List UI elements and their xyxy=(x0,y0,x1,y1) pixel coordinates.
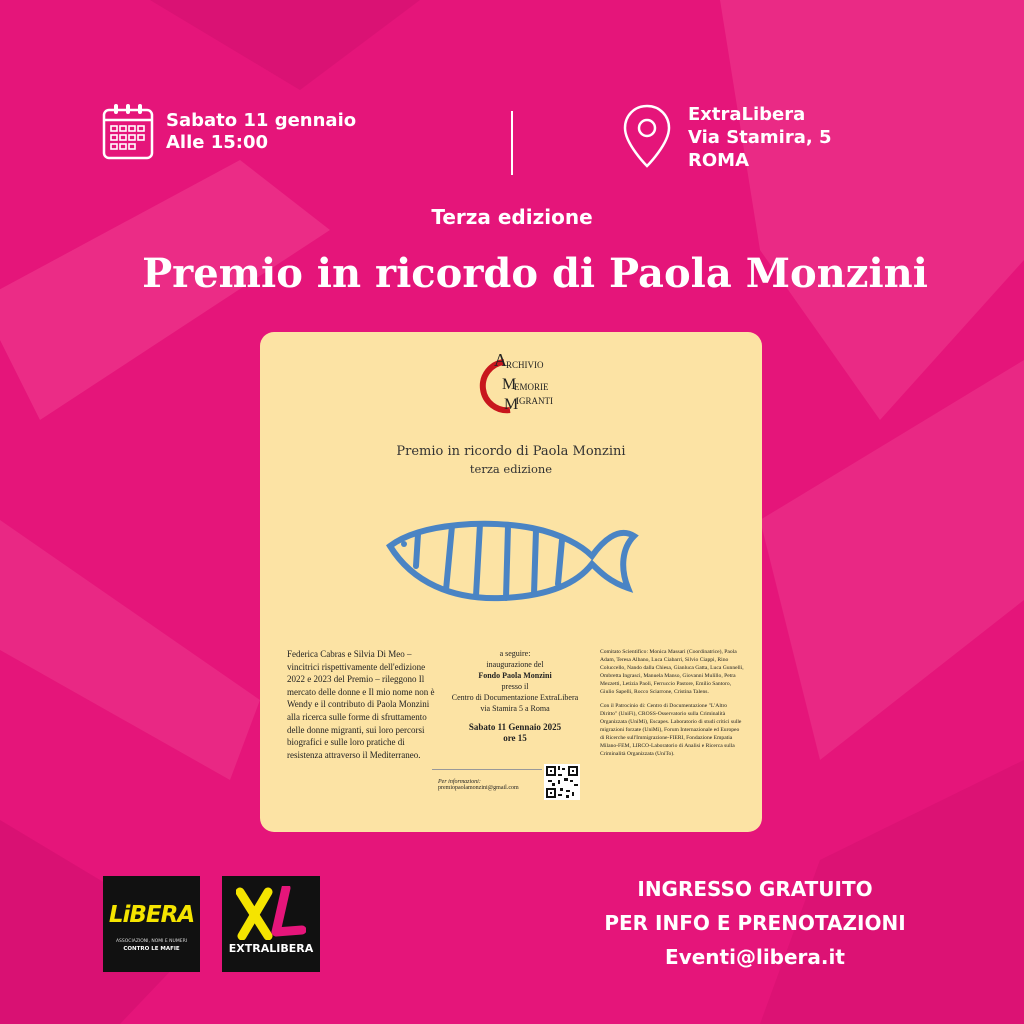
location-pin-icon xyxy=(623,104,671,168)
qr-code xyxy=(544,764,580,800)
libera-logo-word: LiBERA xyxy=(108,902,195,928)
libera-logo-tagline: ASSOCIAZIONI, NOMI E NUMERI xyxy=(115,939,188,944)
svg-text:A: A xyxy=(494,352,507,370)
extralibera-logo xyxy=(222,876,320,972)
libera-logo xyxy=(103,876,200,972)
fish-illustration xyxy=(382,512,642,612)
svg-text:M: M xyxy=(504,396,519,413)
main-title: Premio in ricordo di Paola Monzini xyxy=(142,250,928,297)
calendar-icon xyxy=(102,102,154,160)
event-venue xyxy=(688,103,832,172)
contact-email: premiopaolamonzini@gmail.com xyxy=(438,785,519,791)
program-fund-name: Fondo Paola Monzini xyxy=(478,671,552,680)
booking-info: PER INFO E PRENOTAZIONI xyxy=(604,911,906,935)
logo-line-archivio: RCHIVIO xyxy=(506,360,544,370)
poster-contact xyxy=(438,779,548,791)
event-date xyxy=(166,110,356,154)
poster-description: Federica Cabras e Silvia Di Meo – vincitrici rispettivamente dell'edizione 2022 e 2023 del Premio – rileggono Il mercato delle donne e Il mio nome non è Wendy e il contributo di Paola Monzini alla ricerca sulle forme di sfruttamento delle donne migranti, sui loro percorsi biografici e sulle loro pratiche di resistenza attraverso il Mediterraneo. xyxy=(287,649,435,760)
xl-monogram xyxy=(236,886,306,940)
event-date-day: Sabato 11 gennaio xyxy=(166,110,357,131)
program-line2: presso il xyxy=(501,682,529,691)
venue-street: Via Stamira, 5 xyxy=(688,127,832,148)
event-poster xyxy=(260,332,762,832)
poster-program xyxy=(430,648,600,744)
poster-subtitle: terza edizione xyxy=(469,462,553,476)
free-entry: INGRESSO GRATUITO xyxy=(637,877,873,901)
scientific-committee: Comitato Scientifico: Monica Massari (Coordinatrice), Paola Adam, Teresa Albano, Luca Ciabarri, Silvio Ciappi, Rino Coluccello, Nando dalla Chiesa, Gianluca Gatta, Luca Gunnelli, Ombretta Ingrascì, Manuela Manso, Giovanni Mulillo, Petra Mezzetti, Letizia Paoli, Ferruccio Pastore, Emilio Santoro, Giulio Sapelli, Rocco Sciarrone, Cristina Talens. xyxy=(600,649,744,695)
logo-line-migranti: IGRANTI xyxy=(516,396,553,406)
poster-credits xyxy=(600,648,745,758)
poster-title: Premio in ricordo di Paola Monzini xyxy=(396,444,626,459)
venue-name: ExtraLibera xyxy=(688,104,806,125)
program-intro: a seguire: xyxy=(499,649,531,658)
entry-info xyxy=(570,872,940,974)
contact-email-link[interactable]: Eventi@libera.it xyxy=(665,945,845,969)
edition-label: Terza edizione xyxy=(431,205,593,229)
svg-text:M: M xyxy=(502,376,517,393)
header-divider xyxy=(511,111,513,175)
extralibera-logo-word: EXTRALIBERA xyxy=(228,942,314,955)
program-line4: via Stamira 5 a Roma xyxy=(480,704,550,713)
patronage: Con il Patrocinio di: Centro di Documentazione "L'Altro Diritto" (UniFi), CROSS-Osservatorio sulla Criminalità Organizzata (UniMi), Escapes. Laboratorio di studi critici sulle migrazioni forzate (UniMi), Forum Internazionale ed Europeo di Ricerche sull'Immigrazione-FIERI, Fondazione Empatia Milano-FEM, LIRCO-Laboratorio di Analisi e Ricerca sulla Criminalità Organizzata (UniTo). xyxy=(600,703,742,757)
archivio-memorie-migranti-logo xyxy=(476,352,556,422)
logo-line-memorie: EMORIE xyxy=(514,382,549,392)
program-date: Sabato 11 Gennaio 2025 xyxy=(468,722,562,732)
event-date-time: Alle 15:00 xyxy=(166,132,269,153)
contact-label: Per informazioni: xyxy=(438,779,481,785)
program-line3: Centro di Documentazione ExtraLibera xyxy=(451,693,579,702)
libera-logo-subtitle: CONTRO LE MAFIE xyxy=(123,946,180,952)
program-time: ore 15 xyxy=(503,733,527,743)
poster-separator xyxy=(432,769,542,770)
program-line1: inaugurazione del xyxy=(486,660,544,669)
venue-city: ROMA xyxy=(688,150,750,171)
